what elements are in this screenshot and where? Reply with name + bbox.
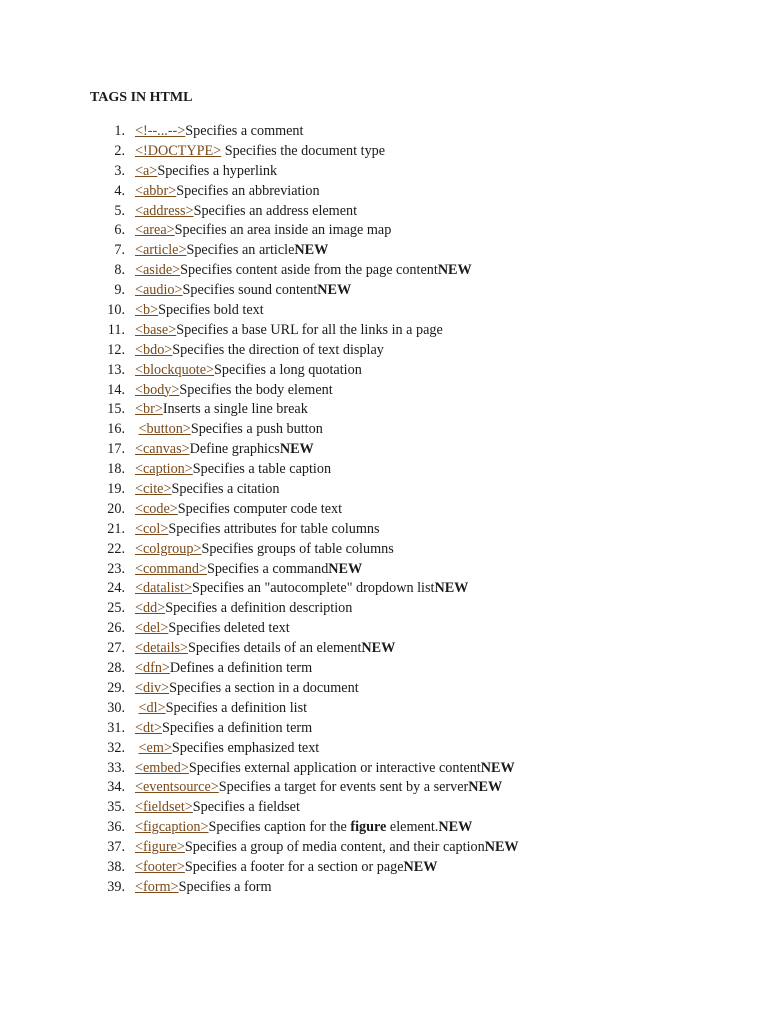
tag-link[interactable]: <!--...--> bbox=[135, 123, 186, 139]
list-item-number: 27. bbox=[107, 640, 125, 657]
tag-link[interactable]: <a> bbox=[135, 162, 158, 179]
tag-description: Specifies a comment bbox=[185, 123, 304, 139]
list-item-entry bbox=[135, 858, 437, 878]
list-item-entry bbox=[135, 221, 391, 241]
list-item-number: 32. bbox=[107, 739, 125, 756]
tag-link[interactable]: <form> bbox=[135, 878, 179, 895]
list-item-entry bbox=[135, 440, 314, 460]
tag-description: Specifies a citation bbox=[171, 481, 280, 498]
list-item-number: 37. bbox=[107, 839, 125, 856]
list-item-number: 7. bbox=[114, 242, 125, 259]
list-item-entry bbox=[135, 321, 443, 341]
list-item-number: 33. bbox=[107, 759, 125, 776]
tag-link[interactable]: <abbr> bbox=[135, 182, 177, 199]
tag-link[interactable]: <aside> bbox=[135, 262, 181, 279]
tag-description: Specifies a group of media content, and their caption bbox=[184, 839, 485, 856]
tag-link[interactable]: <code> bbox=[135, 500, 178, 517]
new-badge: NEW bbox=[328, 560, 363, 577]
tag-link[interactable]: <del> bbox=[135, 620, 169, 637]
tag-description: Specifies a definition term bbox=[162, 719, 313, 736]
tag-description: Specifies a footer for a section or page bbox=[184, 858, 404, 875]
list-item-entry bbox=[135, 719, 312, 739]
list-item-entry bbox=[135, 142, 385, 162]
new-badge: NEW bbox=[403, 858, 438, 875]
list-item-number: 35. bbox=[107, 799, 125, 816]
tag-link[interactable]: <base> bbox=[135, 321, 177, 338]
list-item-entry bbox=[135, 560, 362, 580]
list-item-number: 17. bbox=[107, 441, 125, 458]
tag-description: Specifies a hyperlink bbox=[157, 162, 278, 179]
new-badge: NEW bbox=[434, 580, 469, 597]
list-item-entry bbox=[135, 182, 320, 202]
tag-description: Specifies details of an element bbox=[188, 640, 362, 657]
list-item-entry bbox=[135, 301, 264, 321]
list-item-number: 21. bbox=[107, 520, 125, 537]
list-item-number: 1. bbox=[114, 123, 125, 139]
tag-description: Specifies an area inside an image map bbox=[174, 222, 392, 239]
list-item-number: 14. bbox=[107, 381, 125, 398]
tag-link[interactable]: <area> bbox=[135, 222, 175, 239]
new-badge: NEW bbox=[480, 759, 515, 776]
tag-link[interactable]: <figcaption> bbox=[135, 819, 209, 836]
tag-link[interactable]: <col> bbox=[135, 520, 169, 537]
tag-link[interactable]: <caption> bbox=[135, 461, 193, 478]
list-item-entry bbox=[135, 778, 502, 798]
list-item-entry bbox=[135, 659, 312, 679]
list-item-number: 5. bbox=[114, 202, 125, 219]
tag-link[interactable]: <fieldset> bbox=[135, 799, 193, 816]
list-item-number: 22. bbox=[107, 540, 125, 557]
tag-description: Specifies external application or interactive content bbox=[188, 759, 481, 776]
list-item-number: 11. bbox=[107, 321, 125, 338]
list-item-entry bbox=[135, 579, 468, 599]
tag-link[interactable]: <b> bbox=[135, 302, 159, 319]
tag-link[interactable]: <blockquote> bbox=[135, 361, 215, 378]
new-badge: NEW bbox=[438, 819, 473, 836]
tag-description: Define graphics bbox=[189, 441, 280, 458]
list-item-entry bbox=[135, 162, 277, 182]
tag-description: Inserts a single line break bbox=[162, 401, 308, 418]
list-item-number: 18. bbox=[107, 461, 125, 478]
list-item-entry bbox=[135, 878, 272, 898]
list-item-entry bbox=[135, 480, 279, 500]
tag-link[interactable]: <address> bbox=[135, 202, 194, 219]
list-item-entry bbox=[135, 739, 319, 759]
list-item-entry bbox=[135, 679, 359, 699]
list-item-number: 34. bbox=[107, 779, 125, 796]
list-item-number: 8. bbox=[114, 262, 125, 279]
list-item-entry bbox=[135, 838, 519, 858]
tag-link[interactable]: <bdo> bbox=[135, 341, 173, 358]
tag-description: Specifies a fieldset bbox=[192, 799, 300, 816]
tag-description: Specifies the body element bbox=[179, 381, 333, 398]
list-item-number: 23. bbox=[107, 560, 125, 577]
tag-link[interactable]: <details> bbox=[135, 640, 189, 657]
list-item-number: 9. bbox=[114, 282, 125, 299]
tag-link[interactable]: <dd> bbox=[135, 600, 166, 617]
tag-description: Specifies an abbreviation bbox=[176, 182, 320, 199]
list-item-number: 30. bbox=[107, 699, 125, 716]
new-badge: NEW bbox=[279, 441, 314, 458]
tag-description: Specifies emphasized text bbox=[171, 739, 320, 756]
tag-description: Specifies caption for the bbox=[208, 819, 351, 836]
tag-description-tail: element. bbox=[386, 819, 439, 836]
list-item-number: 10. bbox=[107, 302, 125, 319]
tag-description: Specifies a section in a document bbox=[169, 679, 359, 696]
tag-description: Specifies an "autocomplete" dropdown list bbox=[191, 580, 435, 597]
list-item-entry bbox=[135, 599, 352, 619]
list-item-number: 6. bbox=[114, 222, 125, 239]
list-item-number: 24. bbox=[107, 580, 125, 597]
list-item-number: 12. bbox=[107, 341, 125, 358]
list-item-number: 26. bbox=[107, 620, 125, 637]
new-badge: NEW bbox=[361, 640, 396, 657]
list-item-entry bbox=[135, 639, 395, 659]
tag-description: Specifies a definition description bbox=[165, 600, 353, 617]
tag-link[interactable]: <colgroup> bbox=[135, 540, 202, 557]
tag-link[interactable]: <eventsource> bbox=[135, 779, 219, 796]
list-item-entry bbox=[135, 520, 380, 540]
list-item-number: 29. bbox=[107, 679, 125, 696]
list-item-entry bbox=[135, 420, 323, 440]
new-badge: NEW bbox=[294, 242, 329, 259]
list-item-number: 16. bbox=[107, 421, 125, 438]
list-item-entry bbox=[135, 460, 331, 480]
list-item-entry bbox=[135, 500, 342, 520]
list-item-entry bbox=[135, 261, 472, 281]
tag-link[interactable]: <cite> bbox=[135, 481, 172, 498]
tag-link[interactable]: <dt> bbox=[135, 719, 163, 736]
tag-description: Specifies a long quotation bbox=[214, 361, 362, 378]
list-item-entry bbox=[135, 202, 357, 222]
tag-link[interactable]: <figure> bbox=[135, 839, 185, 856]
tag-description: Specifies a form bbox=[178, 878, 272, 895]
tag-description: Specifies a push button bbox=[190, 421, 323, 438]
list-item-entry bbox=[135, 241, 328, 261]
list-item-number: 25. bbox=[107, 600, 125, 617]
list-item-entry bbox=[135, 540, 394, 560]
tag-link[interactable]: <dl> bbox=[138, 699, 166, 716]
new-badge: NEW bbox=[468, 779, 503, 796]
list-item-entry bbox=[135, 699, 307, 719]
tag-link[interactable]: <br> bbox=[135, 401, 163, 418]
tag-description: Specifies the direction of text display bbox=[172, 341, 384, 358]
tag-link[interactable]: <button> bbox=[138, 421, 191, 438]
new-badge: NEW bbox=[484, 839, 519, 856]
tag-link[interactable]: <audio> bbox=[135, 282, 183, 299]
list-item-number: 36. bbox=[107, 819, 125, 836]
tag-description: Specifies sound content bbox=[182, 282, 318, 299]
list-item-number: 31. bbox=[107, 719, 125, 736]
tag-link[interactable]: <!DOCTYPE> bbox=[135, 142, 222, 159]
new-badge: NEW bbox=[437, 262, 472, 279]
list-item-number: 28. bbox=[107, 660, 125, 677]
tag-link[interactable]: <datalist> bbox=[135, 580, 192, 597]
list-item-entry bbox=[135, 619, 290, 639]
list-item-entry bbox=[135, 381, 333, 401]
tag-link[interactable]: <footer> bbox=[135, 858, 185, 875]
list-item-entry bbox=[135, 400, 308, 420]
list-item-entry bbox=[135, 281, 351, 301]
new-badge: NEW bbox=[317, 282, 352, 299]
tag-description: Specifies the document type bbox=[221, 142, 386, 159]
list-item-entry bbox=[135, 759, 515, 779]
list-item-number: 2. bbox=[114, 142, 125, 159]
tag-link[interactable]: <embed> bbox=[135, 759, 189, 776]
tag-description: Specifies content aside from the page content bbox=[180, 262, 438, 279]
list-item-number: 13. bbox=[107, 361, 125, 378]
list-item-entry bbox=[135, 818, 472, 838]
list-item-entry bbox=[135, 122, 303, 142]
tag-description: Specifies a target for events sent by a server bbox=[218, 779, 469, 796]
list-item-number: 19. bbox=[107, 481, 125, 498]
list-item-number: 20. bbox=[107, 500, 125, 517]
tag-description: Specifies a table caption bbox=[192, 461, 332, 478]
tag-description: Specifies bold text bbox=[158, 302, 264, 319]
tag-description: Specifies computer code text bbox=[177, 500, 343, 517]
page-title: TAGS IN HTML bbox=[90, 90, 193, 105]
tag-description: Defines a definition term bbox=[169, 660, 313, 677]
tag-description: Specifies a definition list bbox=[165, 699, 308, 716]
list-item-entry bbox=[135, 341, 384, 361]
tag-description: Specifies a base URL for all the links in a page bbox=[176, 321, 443, 338]
list-item-number: 39. bbox=[107, 878, 125, 895]
bold-element-word: figure bbox=[350, 819, 387, 836]
tag-description: Specifies deleted text bbox=[168, 620, 290, 637]
tag-link[interactable]: <body> bbox=[135, 381, 180, 398]
list-item-number: 38. bbox=[107, 858, 125, 875]
tag-link[interactable]: <em> bbox=[138, 739, 172, 756]
tag-description: Specifies an address element bbox=[193, 202, 358, 219]
list-item-number: 15. bbox=[107, 401, 125, 418]
list-item-number: 4. bbox=[114, 182, 125, 199]
tag-link[interactable]: <canvas> bbox=[135, 441, 190, 458]
tag-link[interactable]: <command> bbox=[135, 560, 207, 577]
list-item-number: 3. bbox=[114, 162, 125, 179]
tag-link[interactable]: <article> bbox=[135, 242, 187, 259]
tag-link[interactable]: <div> bbox=[135, 679, 170, 696]
list-item-entry bbox=[135, 798, 300, 818]
tag-description: Specifies groups of table columns bbox=[201, 540, 394, 557]
tag-description: Specifies a command bbox=[206, 560, 329, 577]
tag-description: Specifies an article bbox=[186, 242, 295, 259]
tag-description: Specifies attributes for table columns bbox=[168, 520, 380, 537]
list-item-entry bbox=[135, 361, 362, 381]
tag-link[interactable]: <dfn> bbox=[135, 660, 170, 677]
